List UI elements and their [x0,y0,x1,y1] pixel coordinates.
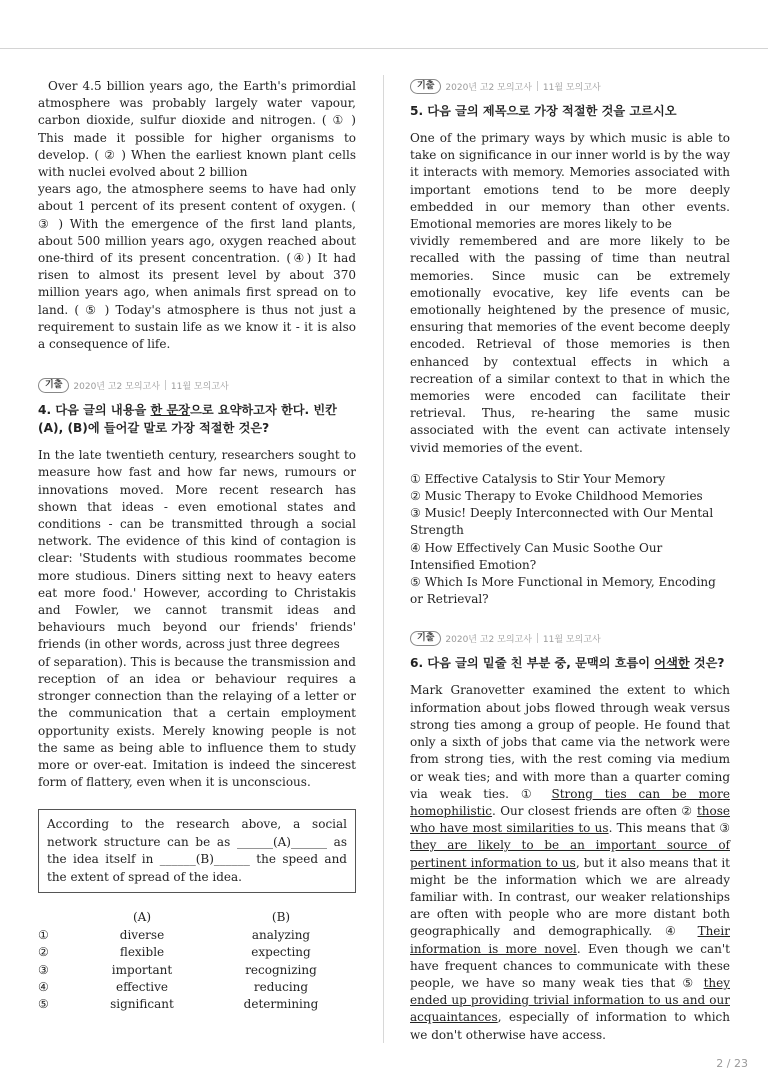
column-divider [383,75,384,1043]
intro-passage-part2: years ago, the atmosphere seems to have had only about 1 percent of its present content of oxygen. ( ③ ) With the emergence of the first land plants, about 500 million years ago, oxygen reached about one-third of its present concentration. (④) It had risen to almost its present level by about 370 million years ago, when animals first spread on to land. ( ⑤ ) Today's atmosphere is thus not just a requirement to sustain life as we know it - it is also a consequence of life. [38,182,356,352]
q4-tag-month: 11월 모의고사 [170,381,229,392]
q5-passage-part1: One of the primary ways by which music is able to take on significance in our inner world is by the way it interacts with memory. Memories associated with important emotions tend to be more deeply embedded in our memory than other events. Emotional memories are mores likely to be [410,131,730,232]
q5-tag-exam: 2020년 고2 모의고사 [445,82,532,93]
q6-passage: Mark Granovetter examined the extent to which information about jobs flowed through weak versus strong ties among a group of people. He found that only a sixth of jobs that came via the network were from strong ties, with the rest coming via medium or weak ties; and with more than a quarter coming via weak ties. ① Strong ties can be more homophilistic. Our closest friends are often ② those who have most similarities to us. This means that ③ they are likely to be an important source of pertinent information to us, but it also means that it might be the information which we are already familiar with. In contrast, our weaker relationships are often with people who are more distant both geographically and demographically. ④ Their information is more novel. Even though we can't have frequent chances to communicate with these people, we have so many weak ties that ⑤ they ended up providing trivial information to us and our acquaintances, especially of information to which we don't otherwise have access. [410,683,731,1042]
q4-col-a-header: (A) [132,910,151,925]
q4-option-row[interactable]: ① diverse analyzing [38,927,311,942]
q4-col-b-header: (B) [271,910,291,925]
q6-tag-month: 11월 모의고사 [542,634,601,645]
q5-title: 5. 다음 글의 제목으로 가장 적절한 것을 고르시오 [410,104,677,118]
q6-underline-3: they are likely to be an important source of pertinent information to us [410,838,730,870]
q5-tag-month: 11월 모의고사 [542,82,601,93]
q4-tag-exam: 2020년 고2 모의고사 [73,381,160,392]
q5-source-tag [410,78,730,94]
q4-source-tag [38,377,356,393]
q4-option-row[interactable]: ⑤ significant determining [38,997,319,1012]
page-number: 2 / 23 [716,1057,748,1070]
q5-choice[interactable]: ④ How Effectively Can Music Soothe Our Intensified Emotion? [410,540,663,572]
q5-choice[interactable]: ② Music Therapy to Evoke Childhood Memories [410,489,703,504]
q4-option-row[interactable]: ③ important recognizing [38,962,317,977]
q5-choice[interactable]: ③ Music! Deeply Interconnected with Our Mental Strength [410,506,714,538]
q6-title: 6. 다음 글의 밑줄 친 부분 중, 문맥의 흐름이 어색한 것은? [410,656,725,671]
header-rule [0,48,768,49]
q4-options-header [38,909,356,926]
q4-options-table [38,909,356,1013]
q4-option-row[interactable]: ② flexible expecting [38,945,311,960]
intro-passage-part1: Over 4.5 billion years ago, the Earth's primordial atmosphere was probably largely water vapour, carbon dioxide, sulfur dioxide and nitrogen. ( ① ) This made it possible for higher organisms to develop. ( ② ) When the earliest known plant cells with nuclei evolved about 2 billion [38,79,356,180]
q4-tag-badge: 기출 [38,378,69,393]
q4-passage-part1: In the late twentieth century, researchers sought to measure how fast and how far news, rumours or innovations moved. More recent research has shown that ideas - even emotional states and conditions - can be transmitted through a social network. The evidence of this kind of contagion is clear: 'Students with studious roommates become more studious. Diners sitting next to heavy eaters eat more food.' However, according to Christakis and Fowler, we cannot transmit ideas and behaviours much beyond our friends' friends' friends (in other words, across just three degrees [38,448,356,652]
q6-tag-badge: 기출 [410,631,441,646]
q6-underline-2: those who have most similarities to us [410,803,730,836]
q5-passage-part2: vividly remembered and are more likely to be recalled with the passing of time than neutral memories. Since music can be extremely emotionally evocative, key life events can be emotionally heightened by the presence of music, ensuring that memories of the event become deeply encoded. Retrieval of those memories is then enhanced by contextual effects in which a recreation of a similar context to that in which the memories were encoded can facilitate their retrieval. Thus, re-hearing the same music associated with the event can activate intensely vivid memories of the event. [410,234,730,455]
q6-underline-4: Their information is more novel [410,924,730,956]
q4-summary-box: According to the research above, a social network structure can be as ______(A)______ as the idea itself in ______(B)______ the speed and the extent of spread of the idea. [38,809,356,893]
q6-underline-1: Strong ties can be more homophilistic [410,786,730,818]
q5-choice[interactable]: ① Effective Catalysis to Stir Your Memory [410,471,666,486]
q6-tag-exam: 2020년 고2 모의고사 [445,634,532,645]
q5-tag-badge: 기출 [410,79,441,94]
q4-title: 4. 다음 글의 내용을 한 문장으로 요약하고자 한다. 빈칸 (A), (B)에 들어갈 말로 가장 적절한 것은? [38,403,337,436]
q5-choice[interactable]: ⑤ Which Is More Functional in Memory, Encoding or Retrieval? [410,575,716,607]
q4-passage-part2: of separation). This is because the transmission and reception of an idea or behaviour requires a stronger connection than the relaying of a letter or the communication that a certain employment opportunity exists. Merely knowing people is not the same as being able to influence them to study more or over-eat. Imitation is indeed the sincerest form of flattery, even when it is unconscious. [38,654,356,790]
right-column [410,78,730,1044]
left-column [38,78,356,1014]
q4-option-row[interactable]: ④ effective reducing [38,979,309,994]
q6-underline-5: they ended up providing trivial information to us and our acquaintances [410,975,730,1025]
q6-source-tag [410,630,730,646]
